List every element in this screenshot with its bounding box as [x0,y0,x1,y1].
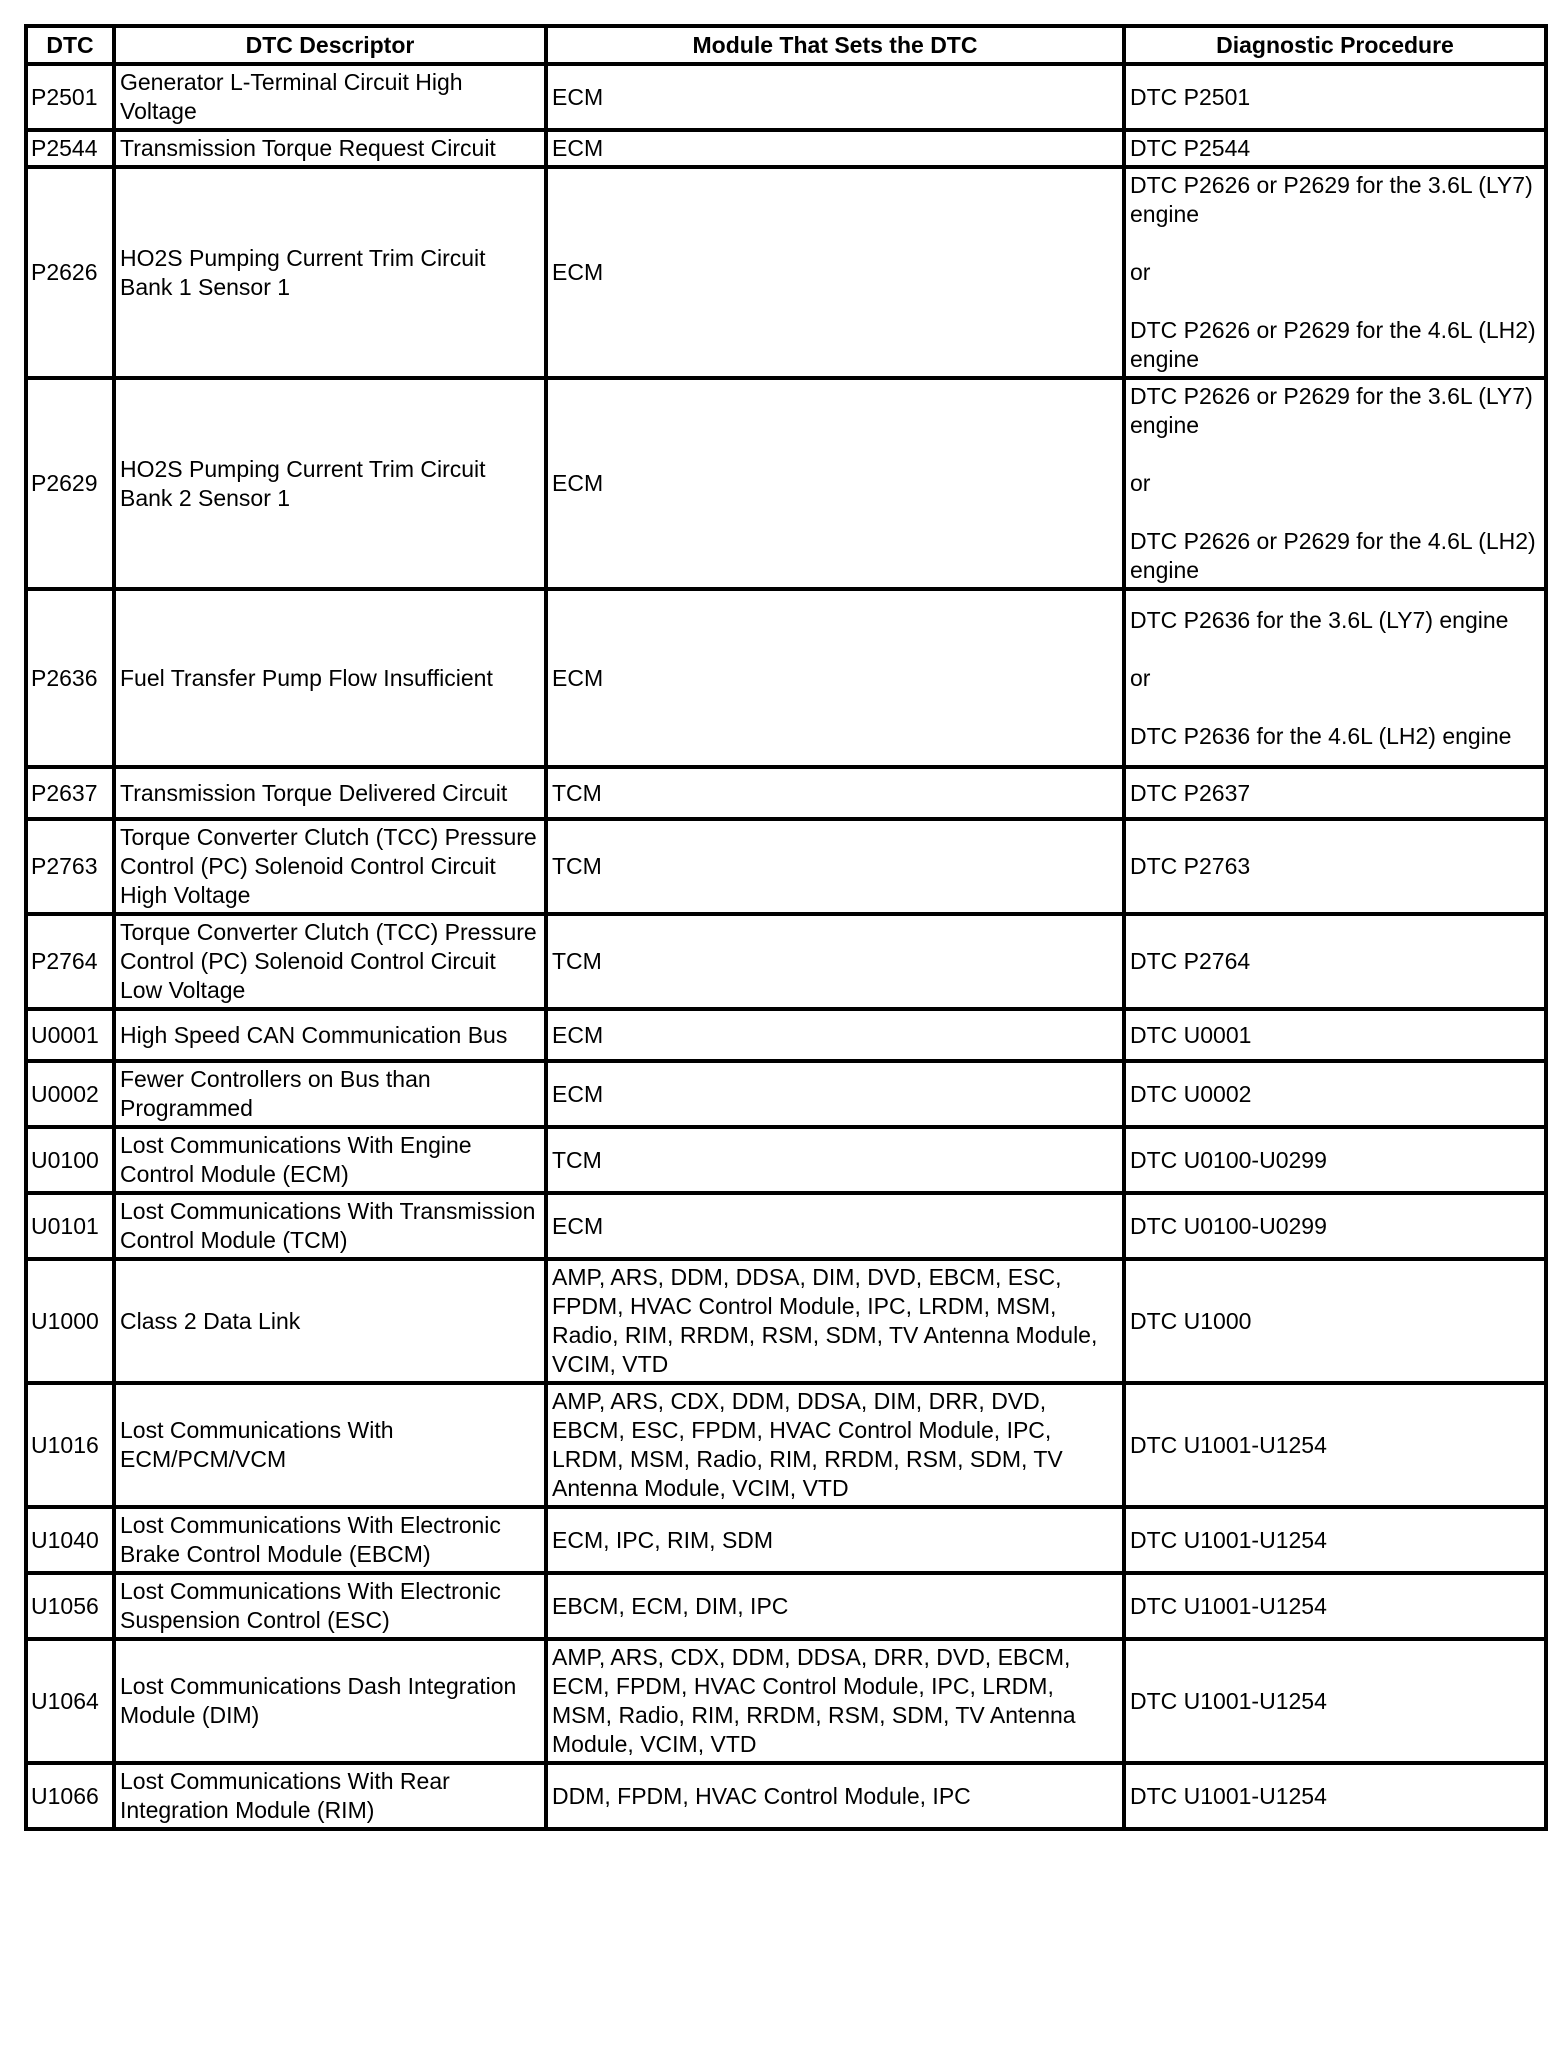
module-setting-dtc: ECM [546,1061,1124,1127]
table-row [26,1507,1546,1573]
dtc-code: U0100 [26,1127,114,1193]
module-setting-dtc: ECM [546,64,1124,130]
dtc-code: U1000 [26,1259,114,1383]
table-body [26,64,1546,1829]
dtc-code: U0001 [26,1009,114,1061]
procedure-line: DTC U1001-U1254 [1130,1431,1327,1458]
table-row [26,1193,1546,1259]
dtc-code: P2764 [26,914,114,1009]
diagnostic-procedure [1124,767,1546,819]
module-setting-dtc: ECM [546,589,1124,767]
table-row [26,914,1546,1009]
procedure-line: DTC U1000 [1130,1307,1252,1334]
procedure-line: DTC U0002 [1130,1080,1252,1107]
table-row [26,589,1546,767]
dtc-descriptor: Lost Communications With Electronic Suspension Control (ESC) [114,1573,546,1639]
dtc-code: P2544 [26,130,114,167]
dtc-descriptor: Fewer Controllers on Bus than Programmed [114,1061,546,1127]
diagnostic-procedure [1124,130,1546,167]
dtc-descriptor: Torque Converter Clutch (TCC) Pressure Control (PC) Solenoid Control Circuit High Voltage [114,819,546,914]
procedure-line: DTC P2636 for the 4.6L (LH2) engine [1130,722,1512,749]
dtc-descriptor: Lost Communications Dash Integration Module (DIM) [114,1639,546,1763]
diagnostic-procedure [1124,589,1546,767]
module-setting-dtc: TCM [546,914,1124,1009]
procedure-line: DTC P2626 or P2629 for the 3.6L (LY7) engine [1130,172,1533,227]
procedure-line: DTC P2636 for the 3.6L (LY7) engine [1130,606,1509,633]
procedure-line: or [1130,664,1151,691]
dtc-descriptor: Generator L-Terminal Circuit High Voltage [114,64,546,130]
header-procedure: Diagnostic Procedure [1124,26,1546,64]
dtc-code: U1016 [26,1383,114,1507]
procedure-line: DTC U1001-U1254 [1130,1687,1327,1714]
table-row [26,1639,1546,1763]
table-row [26,1127,1546,1193]
diagnostic-procedure [1124,1009,1546,1061]
dtc-descriptor: Class 2 Data Link [114,1259,546,1383]
diagnostic-procedure [1124,1193,1546,1259]
dtc-code: P2626 [26,167,114,378]
dtc-descriptor: Fuel Transfer Pump Flow Insufficient [114,589,546,767]
dtc-descriptor: Lost Communications With Engine Control Module (ECM) [114,1127,546,1193]
table-row [26,1009,1546,1061]
module-setting-dtc: AMP, ARS, CDX, DDM, DDSA, DIM, DRR, DVD, EBCM, ESC, FPDM, HVAC Control Module, IPC, LRDM, MSM, Radio, RIM, RRDM, RSM, SDM, TV Antenna Module, VCIM, VTD [546,1383,1124,1507]
table-header [26,26,1546,64]
table-row [26,64,1546,130]
diagnostic-procedure [1124,1061,1546,1127]
procedure-line: or [1130,259,1151,285]
dtc-code: U1056 [26,1573,114,1639]
procedure-line: DTC U1001-U1254 [1130,1782,1327,1809]
module-setting-dtc: TCM [546,767,1124,819]
module-setting-dtc: DDM, FPDM, HVAC Control Module, IPC [546,1763,1124,1829]
procedure-line: DTC P2626 or P2629 for the 3.6L (LY7) engine [1130,383,1533,438]
procedure-line: DTC P2626 or P2629 for the 4.6L (LH2) engine [1130,528,1536,583]
diagnostic-procedure [1124,819,1546,914]
module-setting-dtc: ECM [546,1009,1124,1061]
table-row [26,1383,1546,1507]
module-setting-dtc: AMP, ARS, CDX, DDM, DDSA, DRR, DVD, EBCM, ECM, FPDM, HVAC Control Module, IPC, LRDM, MSM, Radio, RIM, RRDM, RSM, SDM, TV Antenna Module, VCIM, VTD [546,1639,1124,1763]
dtc-code: U1064 [26,1639,114,1763]
procedure-line: DTC P2637 [1130,779,1251,806]
table-row [26,819,1546,914]
diagnostic-procedure [1124,1127,1546,1193]
dtc-code: U0101 [26,1193,114,1259]
dtc-descriptor: Transmission Torque Request Circuit [114,130,546,167]
procedure-line: DTC U1001-U1254 [1130,1592,1327,1619]
dtc-descriptor: High Speed CAN Communication Bus [114,1009,546,1061]
dtc-descriptor: Lost Communications With ECM/PCM/VCM [114,1383,546,1507]
dtc-code: P2629 [26,378,114,589]
table-row [26,378,1546,589]
diagnostic-procedure [1124,378,1546,589]
diagnostic-procedure [1124,1573,1546,1639]
header-module: Module That Sets the DTC [546,26,1124,64]
dtc-code: U0002 [26,1061,114,1127]
dtc-code: U1066 [26,1763,114,1829]
dtc-descriptor: Torque Converter Clutch (TCC) Pressure Control (PC) Solenoid Control Circuit Low Voltage [114,914,546,1009]
module-setting-dtc: ECM [546,167,1124,378]
module-setting-dtc: ECM [546,130,1124,167]
procedure-line: DTC P2501 [1130,83,1251,110]
diagnostic-procedure [1124,64,1546,130]
dtc-code: U1040 [26,1507,114,1573]
procedure-line: DTC U0100-U0299 [1130,1146,1327,1173]
diagnostic-procedure [1124,167,1546,378]
diagnostic-procedure [1124,1259,1546,1383]
table-row [26,130,1546,167]
dtc-descriptor: HO2S Pumping Current Trim Circuit Bank 1 Sensor 1 [114,167,546,378]
procedure-line: DTC P2763 [1130,853,1251,879]
procedure-line: DTC U0100-U0299 [1130,1212,1327,1239]
module-setting-dtc: AMP, ARS, DDM, DDSA, DIM, DVD, EBCM, ESC, FPDM, HVAC Control Module, IPC, LRDM, MSM, Radio, RIM, RRDM, RSM, SDM, TV Antenna Module, VCIM, VTD [546,1259,1124,1383]
module-setting-dtc: TCM [546,819,1124,914]
dtc-descriptor: Lost Communications With Transmission Control Module (TCM) [114,1193,546,1259]
module-setting-dtc: ECM [546,1193,1124,1259]
procedure-line: DTC U0001 [1130,1021,1252,1048]
dtc-table-page [24,24,1544,1831]
module-setting-dtc: ECM, IPC, RIM, SDM [546,1507,1124,1573]
procedure-line: or [1130,470,1151,496]
table-row [26,1259,1546,1383]
header-dtc: DTC [26,26,114,64]
module-setting-dtc: ECM [546,378,1124,589]
procedure-line: DTC P2544 [1130,135,1251,161]
procedure-line: DTC U1001-U1254 [1130,1526,1327,1553]
diagnostic-procedure [1124,914,1546,1009]
table-row [26,167,1546,378]
dtc-code: P2636 [26,589,114,767]
header-descriptor: DTC Descriptor [114,26,546,64]
diagnostic-procedure [1124,1639,1546,1763]
header-row [26,26,1546,64]
diagnostic-procedure [1124,1507,1546,1573]
module-setting-dtc: EBCM, ECM, DIM, IPC [546,1573,1124,1639]
table-row [26,767,1546,819]
diagnostic-procedure [1124,1383,1546,1507]
dtc-descriptor: HO2S Pumping Current Trim Circuit Bank 2 Sensor 1 [114,378,546,589]
dtc-code: P2637 [26,767,114,819]
dtc-code: P2763 [26,819,114,914]
dtc-descriptor: Lost Communications With Rear Integration Module (RIM) [114,1763,546,1829]
procedure-line: DTC P2764 [1130,948,1251,974]
table-row [26,1061,1546,1127]
module-setting-dtc: TCM [546,1127,1124,1193]
diagnostic-procedure [1124,1763,1546,1829]
dtc-code: P2501 [26,64,114,130]
dtc-table [24,24,1548,1831]
table-row [26,1573,1546,1639]
table-row [26,1763,1546,1829]
procedure-line: DTC P2626 or P2629 for the 4.6L (LH2) engine [1130,317,1536,372]
dtc-descriptor: Transmission Torque Delivered Circuit [114,767,546,819]
dtc-descriptor: Lost Communications With Electronic Brake Control Module (EBCM) [114,1507,546,1573]
